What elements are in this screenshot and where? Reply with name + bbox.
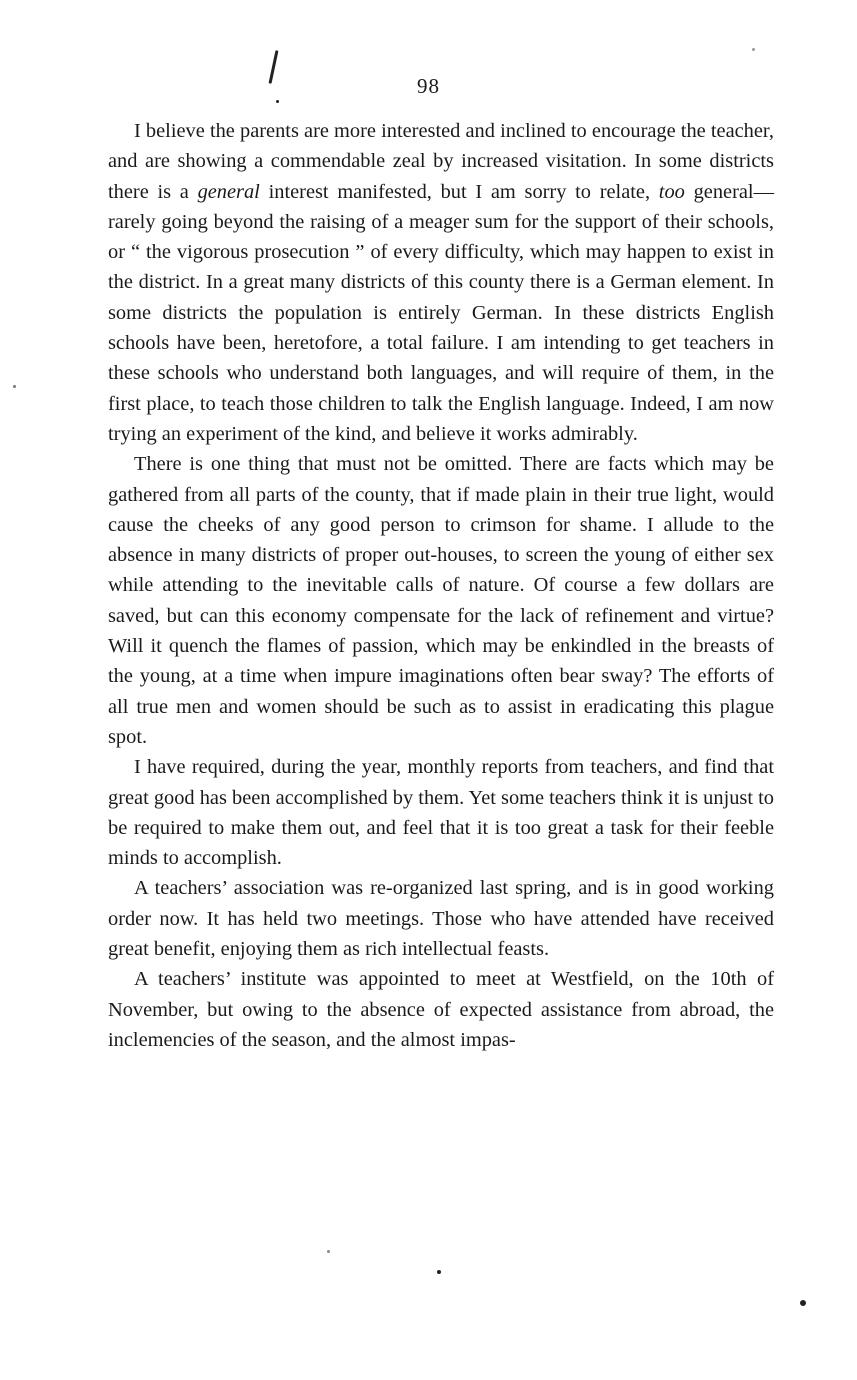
paragraph-teachers-institute: A teachers’ institute was appointed to meet at Westfield, on the 10th of November, but owing to the absence of expected assistance from abroad, the inclemencies of the season, and the almost impas- <box>108 968 774 1051</box>
paragraph-text: interest manifested, but I am sorry to relate, <box>259 180 659 203</box>
italic-word: general <box>197 180 260 203</box>
speck-mark <box>437 1270 441 1274</box>
paragraph-text: general—rarely going beyond the raising of a meager sum for the support of their schools, or “ the vigorous prosecution ” of every difficulty, which may happen to exist in the district. In a great many districts of this county there is a German element. In some districts the population is entirely German. In these districts English schools have been, heretofore, a total failure. I am intending to get teachers in these schools who understand both languages, and will require of them, in the first place, to teach those children to talk the English language. Indeed, I am now trying an experiment of the kind, and believe it works admirably. <box>108 180 774 445</box>
speck-mark <box>13 385 16 388</box>
paragraph-text: I believe the parents are more interested and inclined to encourage the teacher, and are showing a commendable zeal by increased visitation. In some districts there is a <box>108 120 774 203</box>
speck-mark <box>752 48 755 51</box>
paragraph-parents-interest <box>108 116 774 449</box>
paragraph-teachers-association: A teachers’ association was re-organized last spring, and is in good working order now. It has held two meetings. Those who have attended have received great benefit, enjoying them as rich intellectual feasts. <box>108 877 774 961</box>
paragraph-monthly-reports: I have required, during the year, monthly reports from teachers, and find that great good has been accomplished by them. Yet some teachers think it is unjust to be required to make them out, and feel that it is too great a task for their feeble minds to accomplish. <box>108 756 774 870</box>
paragraph-out-houses: There is one thing that must not be omitted. There are facts which may be gathered from all parts of the county, that if made plain in their true light, would cause the cheeks of any good person to crimson for shame. I allude to the absence in many districts of proper out-houses, to screen the young of either sex while attending to the inevitable calls of nature. Of course a few dollars are saved, but can this economy compensate for the lack of refinement and virtue? Will it quench the flames of passion, which may be enkindled in the breasts of the young, at a time when impure imaginations often bear sway? The efforts of all true men and women should be such as to assist in eradicating this plague spot. <box>108 453 774 748</box>
page-number: 98 <box>417 74 440 98</box>
speck-mark <box>800 1300 806 1306</box>
italic-word: too <box>658 180 685 203</box>
speck-mark <box>276 100 279 103</box>
speck-mark <box>327 1250 330 1253</box>
body-text <box>108 116 774 1055</box>
